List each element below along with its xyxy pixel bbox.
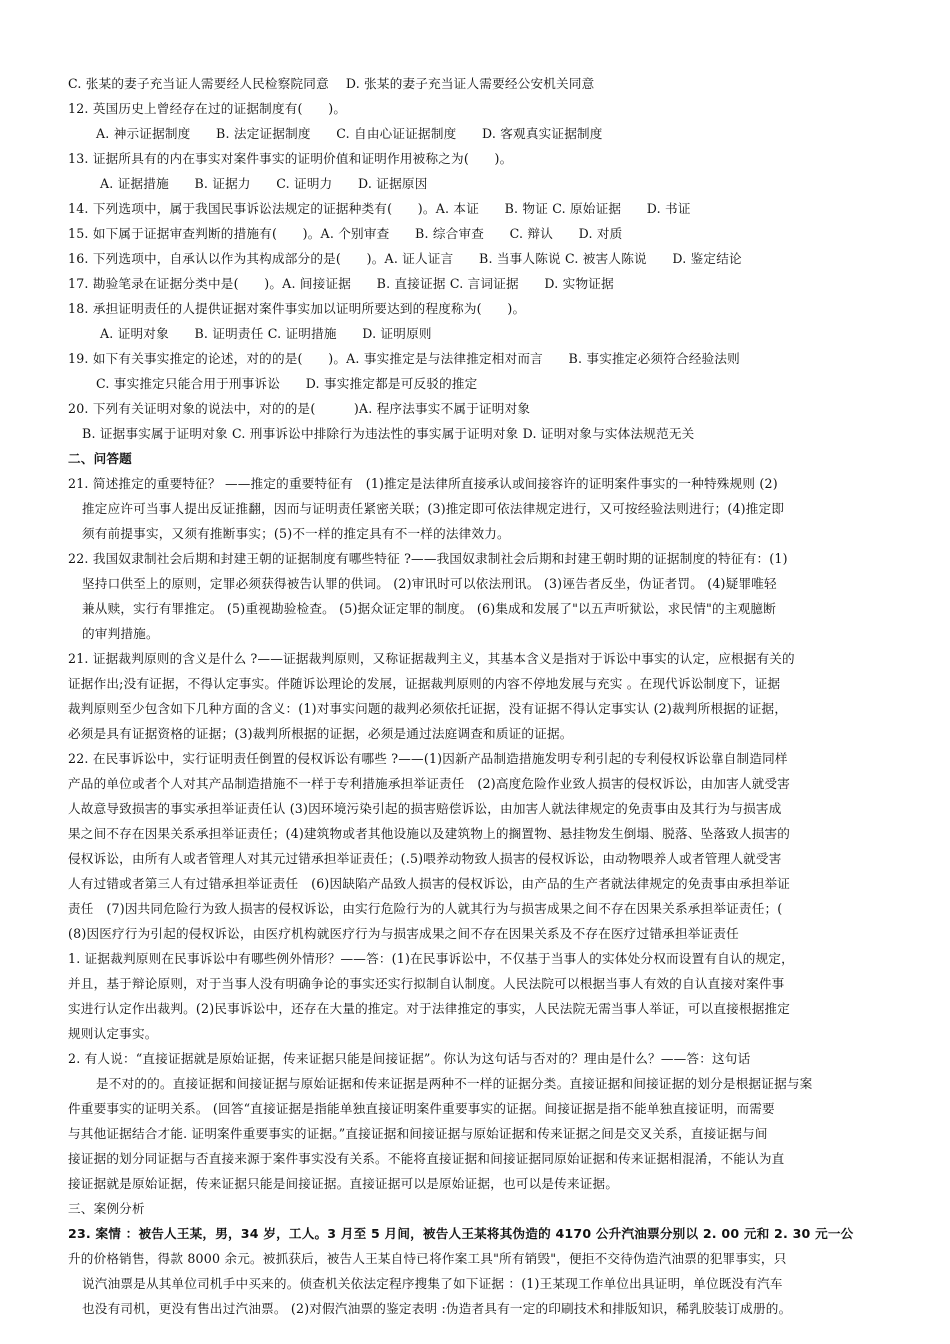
text-line: C. 张某的妻子充当证人需要经人民检察院同意 D. 张某的妻子充当证人需要经公安机关同意 xyxy=(68,76,595,91)
question-15: 15. 如下属于证据审查判断的措施有( )。A. 个别审查 B. 综合审查 C. 辩认 D. 对质 xyxy=(68,226,623,241)
case-line: 也没有司机，更没有售出过汽油票。 (2)对假汽油票的鉴定表明 :伪造者具有一定的印刷技术和排版知识，稀乳胶装订成册的。 xyxy=(82,1301,792,1316)
answer-line: 规则认定事实。 xyxy=(68,1026,158,1041)
answer-line: 21. 证据裁判原则的含义是什么 ?——证据裁判原则，又称证据裁判主义，其基本含义是指对于诉讼中事实的认定，应根据有关的 xyxy=(68,651,795,666)
question-18-options: A. 证明对象 B. 证明责任 C. 证明措施 D. 证明原则 xyxy=(100,326,432,341)
question-16: 16. 下列选项中，自承认以作为其构成部分的是( )。A. 证人证言 B. 当事人陈说 C. 被害人陈说 D. 鉴定结论 xyxy=(68,251,742,266)
answer-line: 人有过错或者第三人有过错承担举证责任 (6)因缺陷产品致人损害的侵权诉讼，由产品的生产者就法律规定的免责事由承担举证 xyxy=(68,876,791,891)
answer-line: 件重要事实的证明关系。 (回答“直接证据是指能单独直接证明案件重要事实的证据。间接证据是指不能单独直接证明，而需要 xyxy=(68,1101,775,1116)
answer-line: 须有前提事实，又须有推断事实；(5)不一样的推定具有不一样的法律效力。 xyxy=(82,526,510,541)
section-heading-case: 23. 案情 ：被告人王某，男，34 岁，工人。3 月至 5 月间，被告人王某将其伪造的 4170 公升汽油票分别以 2. 00 元和 2. 30 元一公 xyxy=(68,1226,854,1241)
answer-line: 实进行认定作出裁判。(2)民事诉讼中，还存在大量的推定。对于法律推定的事实，人民法院无需当事人举证，可以直接根据推定 xyxy=(68,1001,791,1016)
answer-line: 接证据就是原始证据，传来证据只能是间接证据。直接证据可以是原始证据，也可以是传来证据。 xyxy=(68,1176,619,1191)
answer-line: (8)因医疗行为引起的侵权诉讼，由医疗机构就医疗行为与损害成果之间不存在因果关系及不存在医疗过错承担举证责任 xyxy=(68,926,739,941)
question-19-options: C. 事实推定只能合用于刑事诉讼 D. 事实推定都是可反驳的推定 xyxy=(96,376,478,391)
answer-line: 坚持口供至上的原则，定罪必须获得被告认罪的供词。 (2)审讯时可以依法刑讯。 (3)诬告者反坐，伪证者罚。 (4)疑罪唯轻 xyxy=(82,576,777,591)
answer-line: 与其他证据结合才能. 证明案件重要事实的证据。”直接证据和间接证据与原始证据和传来证据之间是交叉关系，直接证据与间 xyxy=(68,1126,768,1141)
answer-line: 兼从赎，实行有罪推定。 (5)重视勘验检查。 (5)据众证定罪的制度。 (6)集成和发展了"以五声听狱讼，求民情"的主观臆断 xyxy=(82,601,777,616)
answer-line: 产品的单位或者个人对其产品制造措施不一样于专利措施承担举证责任 (2)高度危险作业致人损害的侵权诉讼，由加害人就受害 xyxy=(68,776,791,791)
question-20: 20. 下列有关证明对象的说法中，对的的是( )A. 程序法事实不属于证明对象 xyxy=(68,401,531,416)
answer-line: 推定应许可当事人提出反证推翻，因而与证明责任紧密关联；(3)推定即可依法律规定进行，又可按经验法则进行；(4)推定即 xyxy=(82,501,785,516)
question-20-options: B. 证据事实属于证明对象 C. 刑事诉讼中排除行为违法性的事实属于证明对象 D. 证明对象与实体法规范无关 xyxy=(82,426,695,441)
answer-line: 接证据的划分同证据与否直接来源于案件事实没有关系。不能将直接证据和间接证据同原始证据和传来证据相混淆，不能认为直 xyxy=(68,1151,785,1166)
answer-line: 责任 (7)因共同危险行为致人损害的侵权诉讼，由实行危险行为的人就其行为与损害成果之间不存在因果关系承担举证责任；( xyxy=(68,901,783,916)
question-12-options: A. 神示证据制度 B. 法定证据制度 C. 自由心证证据制度 D. 客观真实证据制度 xyxy=(96,126,603,141)
case-line: 升的价格销售，得款 8000 余元。被抓获后，被告人王某自恃已将作案工具"所有销毁"，便拒不交待伪造汽油票的犯罪事实，只 xyxy=(68,1251,787,1266)
answer-line: 并且，基于辩论原则，对于当事人没有明确争论的事实还实行拟制自认制度。人民法院可以根据当事人有效的自认直接对案件事 xyxy=(68,976,785,991)
answer-line: 裁判原则至少包含如下几种方面的含义：(1)对事实问题的裁判必须依托证据，没有证据不得认定事实认 (2)裁判所根据的证据， xyxy=(68,701,788,716)
question-18: 18. 承担证明责任的人提供证据对案件事实加以证明所要达到的程度称为( )。 xyxy=(68,301,526,316)
question-19: 19. 如下有关事实推定的论述，对的的是( )。A. 事实推定是与法律推定相对而言 B. 事实推定必须符合经验法则 xyxy=(68,351,740,366)
answer-line: 三、案例分析 xyxy=(68,1201,145,1216)
answer-line: 是不对的的。直接证据和间接证据与原始证据和传来证据是两种不一样的证据分类。直接证据和间接证据的划分是根据证据与案 xyxy=(96,1076,813,1091)
answer-line: 22. 在民事诉讼中，实行证明责任倒置的侵权诉讼有哪些 ?——(1)因新产品制造措施发明专利引起的专利侵权诉讼靠自制造同样 xyxy=(68,751,788,766)
answer-line: 22. 我国奴隶制社会后期和封建王朝的证据制度有哪些特征 ?——我国奴隶制社会后期和封建王朝时期的证据制度的特征有：(1) xyxy=(68,551,788,566)
answer-line: 侵权诉讼，由所有人或者管理人对其元过错承担举证责任；(.5)喂养动物致人损害的侵权诉讼，由动物喂养人或者管理人就受害 xyxy=(68,851,782,866)
answer-line: 1. 证据裁判原则在民事诉讼中有哪些例外情形？——答：(1)在民事诉讼中，不仅基于当事人的实体处分权而设置有自认的规定， xyxy=(68,951,794,966)
answer-line: 2. 有人说：“直接证据就是原始证据，传来证据只能是间接证据”。你认为这句话与否对的？理由是什么？——答：这句话 xyxy=(68,1051,751,1066)
question-13: 13. 证据所具有的内在事实对案件事实的证明价值和证明作用被称之为( )。 xyxy=(68,151,513,166)
question-12: 12. 英国历史上曾经存在过的证据制度有( )。 xyxy=(68,101,347,116)
question-17: 17. 勘验笔录在证据分类中是( )。A. 间接证据 B. 直接证据 C. 言词证据 D. 实物证据 xyxy=(68,276,614,291)
question-13-options: A. 证据措施 B. 证据力 C. 证明力 D. 证据原因 xyxy=(100,176,428,191)
answer-line: 人故意导致损害的事实承担举证责任认 (3)因环境污染引起的损害赔偿诉讼，由加害人就法律规定的免责事由及其行为与损害成 xyxy=(68,801,782,816)
answer-line: 果之间不存在因果关系承担举证责任；(4)建筑物或者其他设施以及建筑物上的搁置物、悬挂物发生倒塌、脱落、坠落致人损害的 xyxy=(68,826,791,841)
answer-line: 证据作出;没有证据，不得认定事实。伴随诉讼理论的发展，证据裁判原则的内容不停地发展与充实 。在现代诉讼制度下，证据 xyxy=(68,676,781,691)
answer-line: 21. 简述推定的重要特征？ ——推定的重要特征有 (1)推定是法律所直接承认或间接容许的证明案件事实的一种特殊规则 (2) xyxy=(68,476,778,491)
answer-line: 必须是具有证据资格的证据；(3)裁判所根据的证据，必须是通过法庭调查和质证的证据。 xyxy=(68,726,573,741)
question-14: 14. 下列选项中，属于我国民事诉讼法规定的证据种类有( )。A. 本证 B. 物证 C. 原始证据 D. 书证 xyxy=(68,201,691,216)
case-line: 说汽油票是从其单位司机手中买来的。侦查机关依法定程序搜集了如下证据 ：(1)王某现工作单位出具证明，单位既没有汽车 xyxy=(82,1276,783,1291)
section-heading-qa: 二、问答题 xyxy=(68,451,132,466)
answer-line: 的审判措施。 xyxy=(82,626,159,641)
